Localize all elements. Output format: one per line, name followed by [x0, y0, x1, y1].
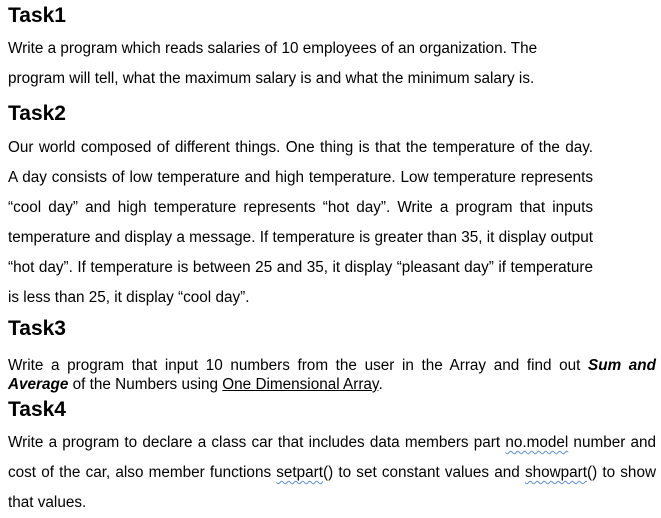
task4-heading: Task4 — [8, 398, 66, 421]
task4-text-1: Write a program to declare a class car that includes data members part — [8, 434, 506, 451]
task4-spellcheck-word-2: setpart — [276, 464, 324, 481]
task2-paragraph — [8, 133, 593, 313]
task3-paragraph — [8, 356, 656, 394]
task4-text-2: number and cost of the car, also member functions — [8, 434, 657, 481]
task3-heading: Task3 — [8, 317, 66, 340]
task2-line-1: Our world composed of different things. One thing is that the temperature of the day. — [8, 139, 594, 156]
task4-spellcheck-word-3: showpart — [524, 464, 588, 481]
task3-text-2: of the Numbers using — [68, 376, 223, 393]
task3-text-3: . — [378, 376, 383, 393]
task1-line-1: Write a program which reads salaries of 10 employees of an organization. The — [8, 40, 538, 57]
task2-line-5: “hot day”. If temperature is between 25 and 35, it display “pleasant day” if temperature — [8, 259, 594, 276]
task2-line-2: A day consists of low temperature and high temperature. Low temperature represents — [8, 169, 594, 186]
task2-heading: Task2 — [8, 102, 66, 125]
task1-paragraph — [8, 34, 537, 94]
task4-text-4: () to show that values. — [8, 464, 656, 511]
task2-line-3: “cool day” and high temperature represents “hot day”. Write a program that inputs — [8, 199, 594, 216]
task2-line-6: is less than 25, it display “cool day”. — [8, 289, 250, 306]
task3-underlined-text: One Dimensional Array — [222, 376, 379, 393]
task4-spellcheck-word-1: no.model — [505, 434, 569, 451]
task1-heading: Task1 — [8, 4, 66, 27]
task2-line-4: temperature and display a message. If temperature is greater than 35, it display output — [8, 229, 594, 246]
task1-line-2: program will tell, what the maximum salary is and what the minimum salary is. — [8, 70, 535, 87]
task4-paragraph — [8, 428, 656, 518]
task3-text-1: Write a program that input 10 numbers from the user in the Array and find out — [8, 357, 589, 374]
task3-bold-text: Sum and Average — [8, 357, 656, 393]
task4-text-3: () to set constant values and — [323, 464, 525, 481]
